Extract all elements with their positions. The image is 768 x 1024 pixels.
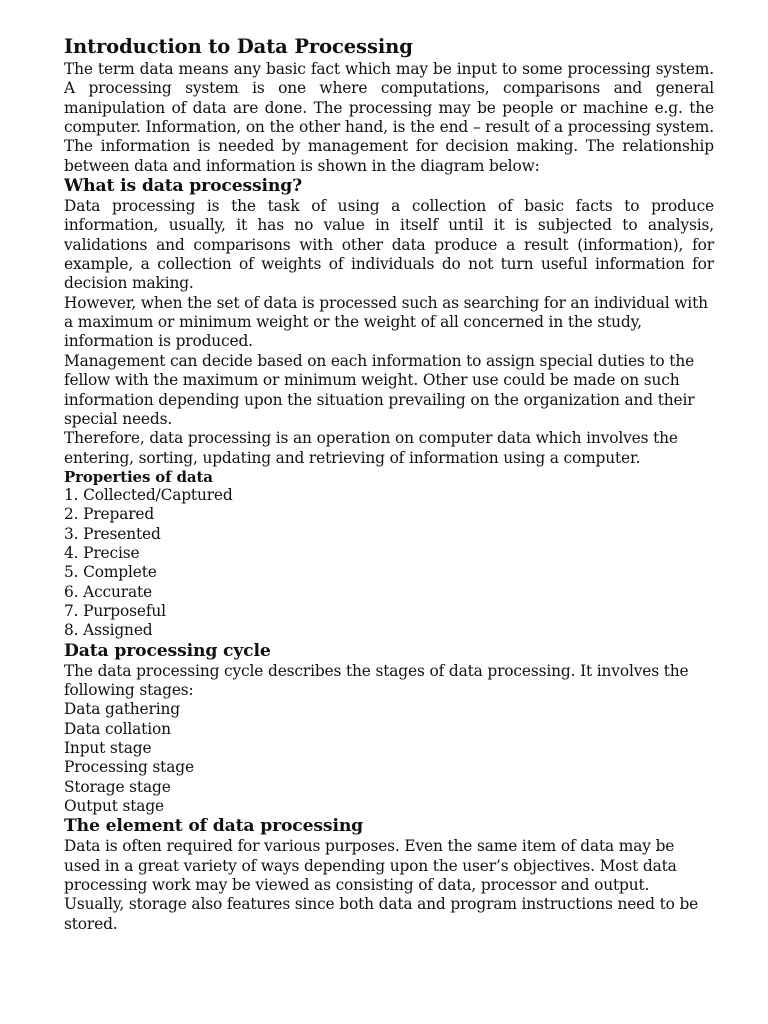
heading-data-processing-cycle: Data processing cycle — [64, 640, 271, 661]
stages-list — [64, 700, 714, 816]
paragraph-management: Management can decide based on each information to assign special duties to the fellow with the maximum or minimum weight. Other use could be made on such information depending upon the situation prevailing on the organization and their special needs. — [64, 351, 695, 428]
list-item: 4. Precise — [64, 543, 140, 562]
paragraph-cycle: The data processing cycle describes the stages of data processing. It involves the following stages: — [64, 661, 689, 699]
properties-list — [64, 486, 714, 641]
page-title: Introduction to Data Processing — [64, 35, 413, 58]
list-item: 8. Assigned — [64, 621, 153, 640]
list-item: Storage stage — [64, 777, 171, 796]
paragraph-definition: Data processing is the task of using a collection of basic facts to produce information, usually, it has no value in itself until it is subjected to analysis, validations and comparisons with other data produce a result (information), for example, a collection of weights of individuals do not turn useful information for decision making. — [64, 197, 714, 293]
list-item: Output stage — [64, 797, 164, 816]
list-item: 2. Prepared — [64, 505, 155, 524]
list-item: Data collation — [64, 719, 171, 738]
paragraph-however: However, when the set of data is processed such as searching for an individual with a maximum or minimum weight or the weight of all concerned in the study, information is produced. — [64, 293, 708, 351]
intro-paragraph: The term data means any basic fact which may be input to some processing system. A processing system is one where computations, comparisons and general manipulation of data are done. The processing may be people or machine e.g. the computer. Information, on the other hand, is the end – result of a processing system. The information is needed by management for decision making. The relationship between data and information is shown in the diagram below: — [64, 60, 714, 175]
list-item: 6. Accurate — [64, 582, 153, 601]
list-item: Input stage — [64, 739, 152, 757]
list-item: 1. Collected/Captured — [64, 485, 233, 504]
document-page — [64, 34, 714, 934]
heading-properties-of-data: Properties of data — [64, 467, 213, 486]
list-item: Data gathering — [64, 700, 180, 719]
list-item: Processing stage — [64, 758, 194, 777]
list-item: 5. Complete — [64, 563, 157, 582]
heading-element-of-data-processing: The element of data processing — [64, 816, 364, 837]
list-item: 3. Presented — [64, 524, 161, 543]
paragraph-element: Data is often required for various purposes. Even the same item of data may be used in a great variety of ways depending upon the user’s objectives. Most data processing work may be viewed as consisting of data, processor and output. Usually, storage also features since both data and program instructions need to be stored. — [64, 837, 699, 933]
paragraph-therefore: Therefore, data processing is an operation on computer data which involves the entering, sorting, updating and retrieving of information using a computer. — [64, 429, 678, 467]
list-item: 7. Purposeful — [64, 601, 166, 620]
heading-what-is-data-processing: What is data processing? — [64, 176, 303, 197]
